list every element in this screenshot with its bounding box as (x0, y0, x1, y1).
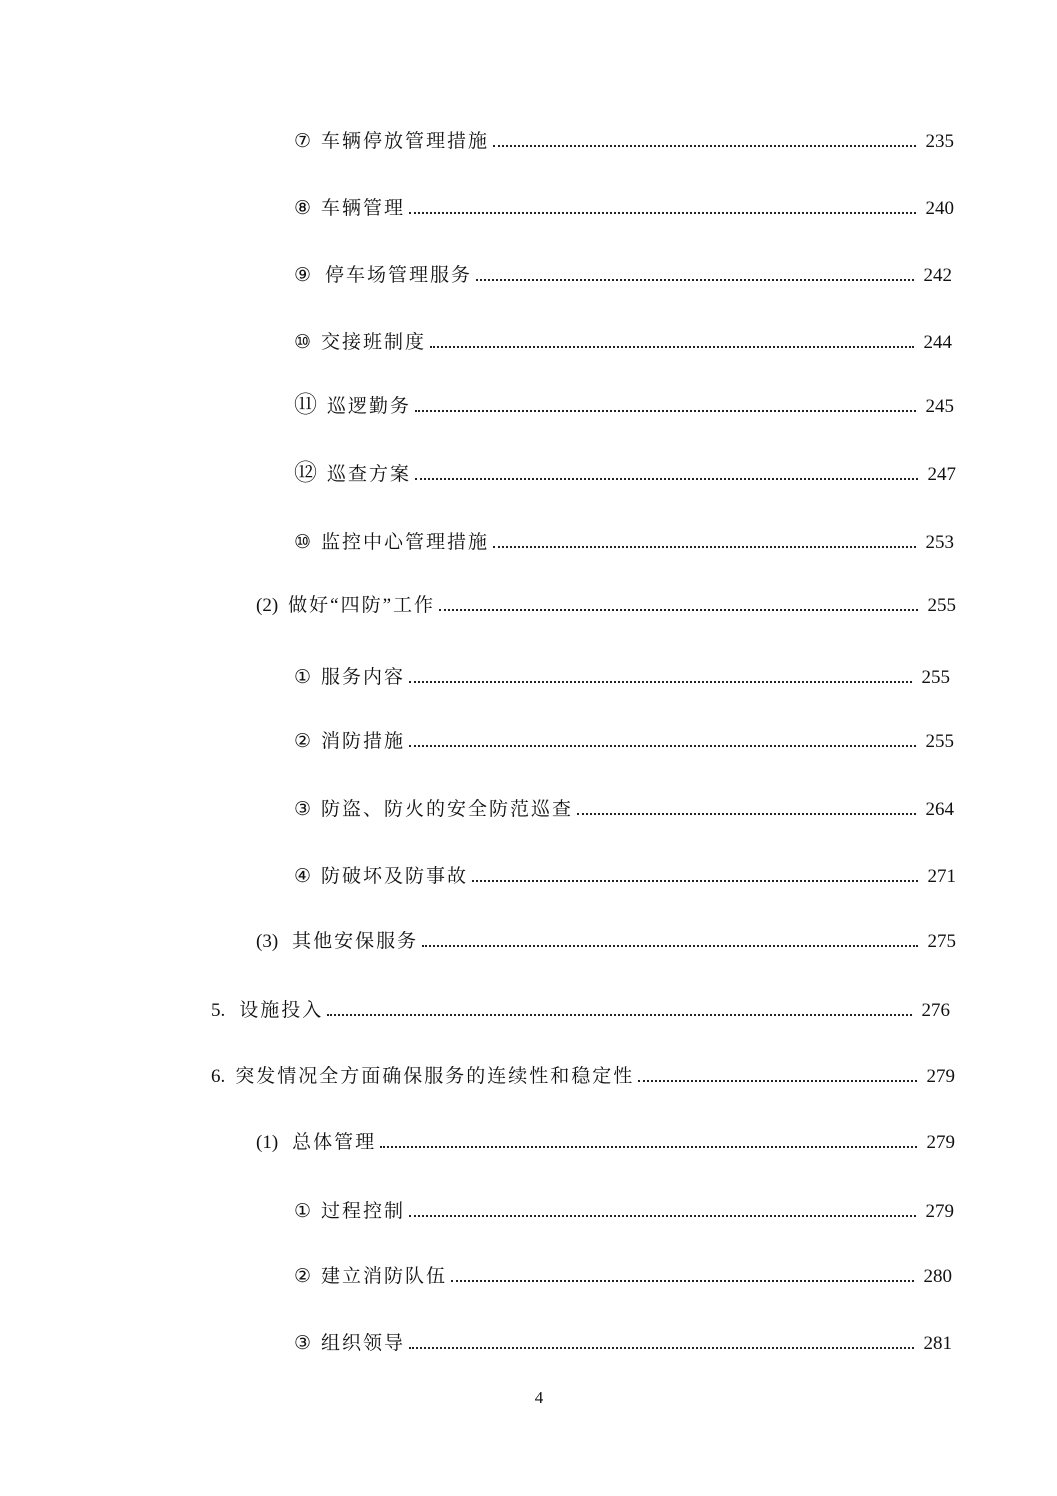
dot-leader (577, 813, 916, 815)
toc-entry-marker: 6. (211, 1066, 226, 1087)
toc-entry-page: 255 (927, 595, 956, 616)
toc-entry-page: 255 (921, 667, 950, 688)
dot-leader (327, 1014, 912, 1016)
toc-entry-page: 255 (925, 731, 954, 752)
toc-entry-page: 279 (926, 1132, 955, 1153)
toc-entry-marker: ① (294, 1201, 312, 1222)
dot-leader (493, 546, 916, 548)
dot-leader (476, 279, 914, 281)
toc-entry-title: 建立消防队伍 (321, 1266, 448, 1287)
toc-entry-marker: ⑨ (294, 265, 312, 286)
toc-entry-page: 240 (925, 198, 954, 219)
toc-entry-process-control (294, 1200, 954, 1224)
dot-leader (493, 145, 916, 147)
dot-leader (409, 1215, 916, 1217)
dot-leader (380, 1146, 917, 1148)
dot-leader (439, 609, 918, 611)
toc-entry-title: 过程控制 (321, 1201, 406, 1222)
toc-entry-title: 监控中心管理措施 (321, 532, 490, 553)
toc-entry-service-content (294, 666, 950, 690)
toc-entry-title: 巡逻勤务 (327, 396, 412, 417)
toc-entry-page: 244 (923, 332, 952, 353)
toc-entry-facility-investment (211, 999, 950, 1023)
toc-entry-page: 275 (927, 931, 956, 952)
toc-entry-shift-handover (294, 331, 952, 355)
dot-leader (451, 1280, 914, 1282)
toc-entry-marker: (2) (256, 595, 279, 616)
dot-leader (430, 346, 914, 348)
toc-entry-page: 242 (923, 265, 952, 286)
toc-entry-four-prevention (256, 594, 956, 618)
toc-entry-marker: ⑧ (294, 198, 312, 219)
dot-leader (472, 880, 918, 882)
toc-entry-marker: ③ (294, 1333, 312, 1354)
toc-entry-theft-fire-inspection (294, 798, 954, 822)
toc-entry-marker: (3) (256, 931, 279, 952)
toc-entry-marker: ③ (294, 799, 312, 820)
toc-entry-page: 280 (923, 1266, 952, 1287)
toc-entry-fire-team (294, 1265, 952, 1289)
toc-entry-inspection-plan (294, 461, 956, 487)
toc-entry-parking-lot-service (294, 264, 952, 288)
toc-entry-page: 279 (925, 1201, 954, 1222)
toc-entry-title: 总体管理 (292, 1132, 377, 1153)
toc-entry-page: 271 (927, 866, 956, 887)
dot-leader (415, 478, 918, 480)
toc-entry-organization-leadership (294, 1332, 952, 1356)
toc-entry-page: 253 (925, 532, 954, 553)
toc-entry-title: 巡查方案 (327, 464, 412, 485)
toc-entry-marker: ⑩ (294, 532, 312, 553)
toc-entry-marker: ② (294, 1266, 312, 1287)
toc-entry-patrol-duty (294, 393, 954, 419)
toc-entry-title: 组织领导 (321, 1333, 406, 1354)
toc-entry-fire-measures (294, 730, 954, 754)
toc-entry-vehicle-parking-measures (294, 130, 954, 154)
toc-entry-title: 服务内容 (321, 667, 406, 688)
toc-entry-page: 264 (925, 799, 954, 820)
toc-entry-title: 防盗、防火的安全防范巡查 (321, 799, 574, 820)
toc-entry-title: 停车场管理服务 (325, 265, 473, 286)
toc-entry-marker: ② (294, 731, 312, 752)
toc-entry-page: 281 (923, 1333, 952, 1354)
page-number: 4 (534, 1388, 544, 1407)
toc-entry-marker: ⑦ (294, 131, 312, 152)
toc-entry-other-security (256, 930, 956, 954)
toc-entry-title: 突发情况全方面确保服务的连续性和稳定性 (235, 1066, 635, 1087)
toc-entry-anti-sabotage (294, 865, 956, 889)
dot-leader (409, 1347, 914, 1349)
toc-entry-title: 做好“四防”工作 (288, 595, 436, 616)
toc-entry-title: 车辆停放管理措施 (321, 131, 490, 152)
dot-leader (415, 410, 916, 412)
toc-entry-title: 消防措施 (321, 731, 406, 752)
dot-leader (422, 945, 918, 947)
toc-entry-page: 279 (926, 1066, 955, 1087)
toc-entry-monitoring-center (294, 531, 954, 555)
dot-leader (409, 681, 912, 683)
dot-leader (638, 1080, 917, 1082)
toc-entry-marker: 5. (211, 1000, 226, 1021)
toc-entry-overall-management (256, 1131, 955, 1155)
toc-entry-marker: ① (294, 667, 312, 688)
toc-entry-marker: ⑫ (294, 460, 317, 485)
dot-leader (409, 212, 916, 214)
toc-entry-title: 交接班制度 (321, 332, 427, 353)
toc-entry-title: 防破坏及防事故 (321, 866, 469, 887)
toc-entry-title: 设施投入 (239, 1000, 324, 1021)
toc-entry-marker: ⑩ (294, 332, 312, 353)
toc-entry-title: 其他安保服务 (292, 931, 419, 952)
toc-entry-emergency-continuity (211, 1065, 955, 1089)
toc-entry-marker: ⑪ (294, 392, 317, 417)
toc-entry-page: 276 (921, 1000, 950, 1021)
toc-entry-marker: (1) (256, 1132, 279, 1153)
toc-entry-page: 247 (927, 464, 956, 485)
dot-leader (409, 745, 916, 747)
toc-entry-page: 245 (925, 396, 954, 417)
toc-entry-title: 车辆管理 (321, 198, 406, 219)
toc-entry-vehicle-management (294, 197, 954, 221)
toc-entry-page: 235 (925, 131, 954, 152)
toc-entry-marker: ④ (294, 866, 312, 887)
